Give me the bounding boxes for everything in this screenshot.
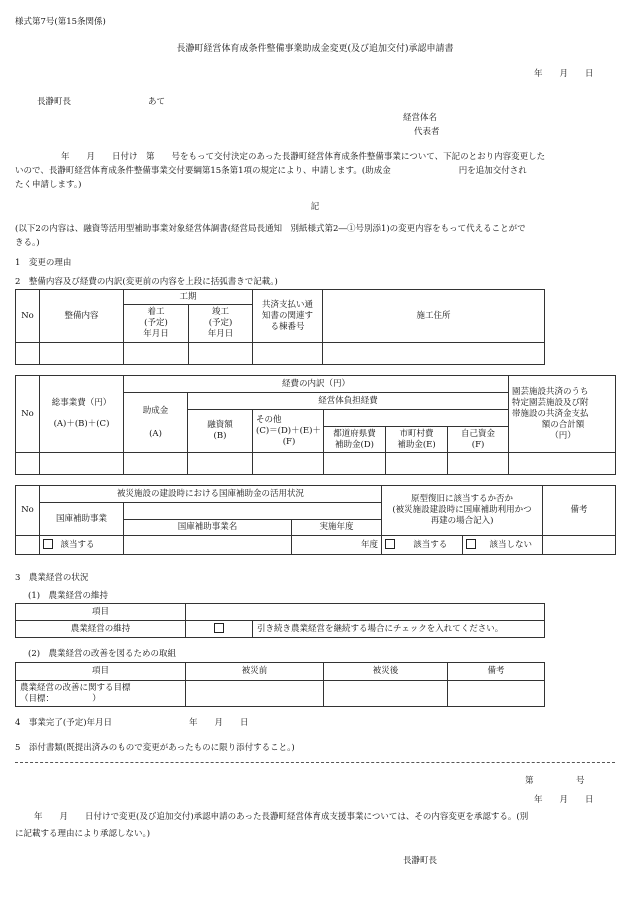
th-after: 被災後 — [324, 663, 448, 681]
table-equipment — [15, 289, 545, 365]
label-national-applicable: 該当する — [57, 536, 124, 555]
th-burden: 経営体負担経費 — [188, 393, 509, 410]
th-year: 実施年度 — [292, 520, 382, 536]
row-maintain-label: 農業経営の維持 — [16, 621, 186, 638]
approval-mayor: 長瀞町長 — [403, 856, 438, 866]
label-restore-applicable: 該当する — [399, 536, 463, 555]
th-content: 整備内容 — [40, 290, 124, 343]
checkbox-maintain[interactable] — [214, 623, 224, 633]
th-subsidy: 助成金 (A) — [124, 393, 188, 453]
section-3-title: 3 農業経営の状況 — [15, 573, 89, 583]
entity-name-label: 経営体名 — [403, 113, 438, 123]
approval-number: 第 号 — [525, 776, 585, 786]
th-city: 市町村費 補助金(E) — [386, 427, 448, 453]
page-title: 長瀞町経営体育成条件整備事業助成金変更(及び追加交付)承認申請書 — [176, 44, 454, 54]
section-4-label: 4 事業完了(予定)年月日 — [15, 718, 113, 728]
th-restore: 原型復旧に該当するか否か (被災施設建設時に国庫補助利用かつ 再建の場合記入) — [382, 486, 543, 536]
th-pref: 都道府県費 補助金(D) — [324, 427, 386, 453]
th-end: 竣工 (予定) 年月日 — [189, 305, 253, 343]
table-maintain — [15, 603, 545, 638]
approval-date: 年 月 日 — [534, 795, 594, 805]
section-3-2-title: (2) 農業経営の改善を図るための取組 — [28, 649, 177, 659]
table-improvement — [15, 662, 545, 707]
table-row — [16, 453, 616, 475]
table-row — [16, 681, 545, 707]
checkbox-restore-applicable[interactable] — [385, 539, 395, 549]
addressee: 長瀞町長 — [37, 97, 72, 107]
label-restore-not-applicable: 該当しない — [480, 536, 543, 555]
goal-label: 農業経営の改善に関する目標 （目標： ） — [16, 681, 186, 707]
th-project-name: 国庫補助事業名 — [124, 520, 292, 536]
maintain-instruction: 引き続き農業経営を継続する場合にチェックを入れてください。 — [253, 621, 545, 638]
th-other: その他 (C)＝(D)＋(E)＋ (F) — [253, 410, 324, 453]
intro-paragraph: 年 月 日付け 第 号をもって交付決定のあった長瀞町経営体育成条件整備事業について、下記のとおり内容変更した いので、長瀞町経営体育成条件整備事業交付要綱第15条第1項の規定により、申請します。(助成金 円を追加交付され たく申請します。) — [15, 152, 546, 190]
checkbox-national-applicable[interactable] — [43, 539, 53, 549]
th-own: 自己資金 (F) — [448, 427, 509, 453]
th-remarks-3: 備考 — [543, 486, 616, 536]
section-2-title: 2 整備内容及び経費の内訳(変更前の内容を上段に括弧書きで記載。) — [15, 277, 278, 287]
th-notice: 共済支払い通 知書の関連す る棟番号 — [253, 290, 323, 343]
section-3-1-title: (1) 農業経営の維持 — [28, 591, 109, 601]
divider-dashed — [15, 762, 615, 763]
th-garden: 園芸施設共済のうち 特定園芸施設及び附 帯施設の共済金支払 額の合計額 （円） — [509, 376, 616, 453]
th-start: 着工 (予定) 年月日 — [124, 305, 189, 343]
th-item: 項目 — [16, 604, 186, 621]
table-row — [16, 343, 545, 365]
th-national: 国庫補助事業 — [40, 503, 124, 536]
th-loan: 融資額 (B) — [188, 410, 253, 453]
th-no: No — [16, 290, 40, 343]
th-item-2: 項目 — [16, 663, 186, 681]
th-period: 工期 — [124, 290, 253, 305]
approval-paragraph: 年 月 日付けで変更(及び追加交付)承認申請のあった長瀞町経営体育成支援事業については、その内容変更を承認する。(別 に記載する理由により承認しない。) — [15, 812, 529, 839]
section-1-title: 1 変更の理由 — [15, 258, 72, 268]
th-no-3: No — [16, 486, 40, 536]
form-number: 様式第7号(第15条関係) — [15, 17, 106, 27]
section-5-label: 5 添付書類(既提出済みのもので変更があったものに限り添付すること。) — [15, 743, 295, 753]
th-breakdown: 経費の内訳（円） — [124, 376, 509, 393]
table-subsidy-usage — [15, 485, 616, 555]
th-usage: 被災施設の建設時における国庫補助金の活用状況 — [40, 486, 382, 503]
th-before: 被災前 — [186, 663, 324, 681]
table-expenses — [15, 375, 616, 475]
ki-heading: 記 — [310, 202, 320, 212]
note-paragraph: (以下2の内容は、融資等活用型補助事業対象経営体調書(経営局長通知 別紙様式第2―①号別添1)の変更内容をもって代えることがで きる。) — [15, 224, 526, 248]
table-row — [16, 536, 616, 555]
representative-label: 代表者 — [414, 127, 440, 137]
addressee-ate: あて — [148, 97, 166, 107]
th-no-2: No — [16, 376, 40, 453]
th-address: 施工住所 — [323, 290, 545, 343]
year-cell[interactable]: 年度 — [292, 536, 382, 555]
section-4-date: 年 月 日 — [189, 718, 249, 728]
header-date: 年 月 日 — [534, 69, 594, 79]
th-total: 総事業費（円） (A)＋(B)＋(C) — [40, 376, 124, 453]
checkbox-restore-not-applicable[interactable] — [466, 539, 476, 549]
th-remarks-5: 備考 — [448, 663, 545, 681]
